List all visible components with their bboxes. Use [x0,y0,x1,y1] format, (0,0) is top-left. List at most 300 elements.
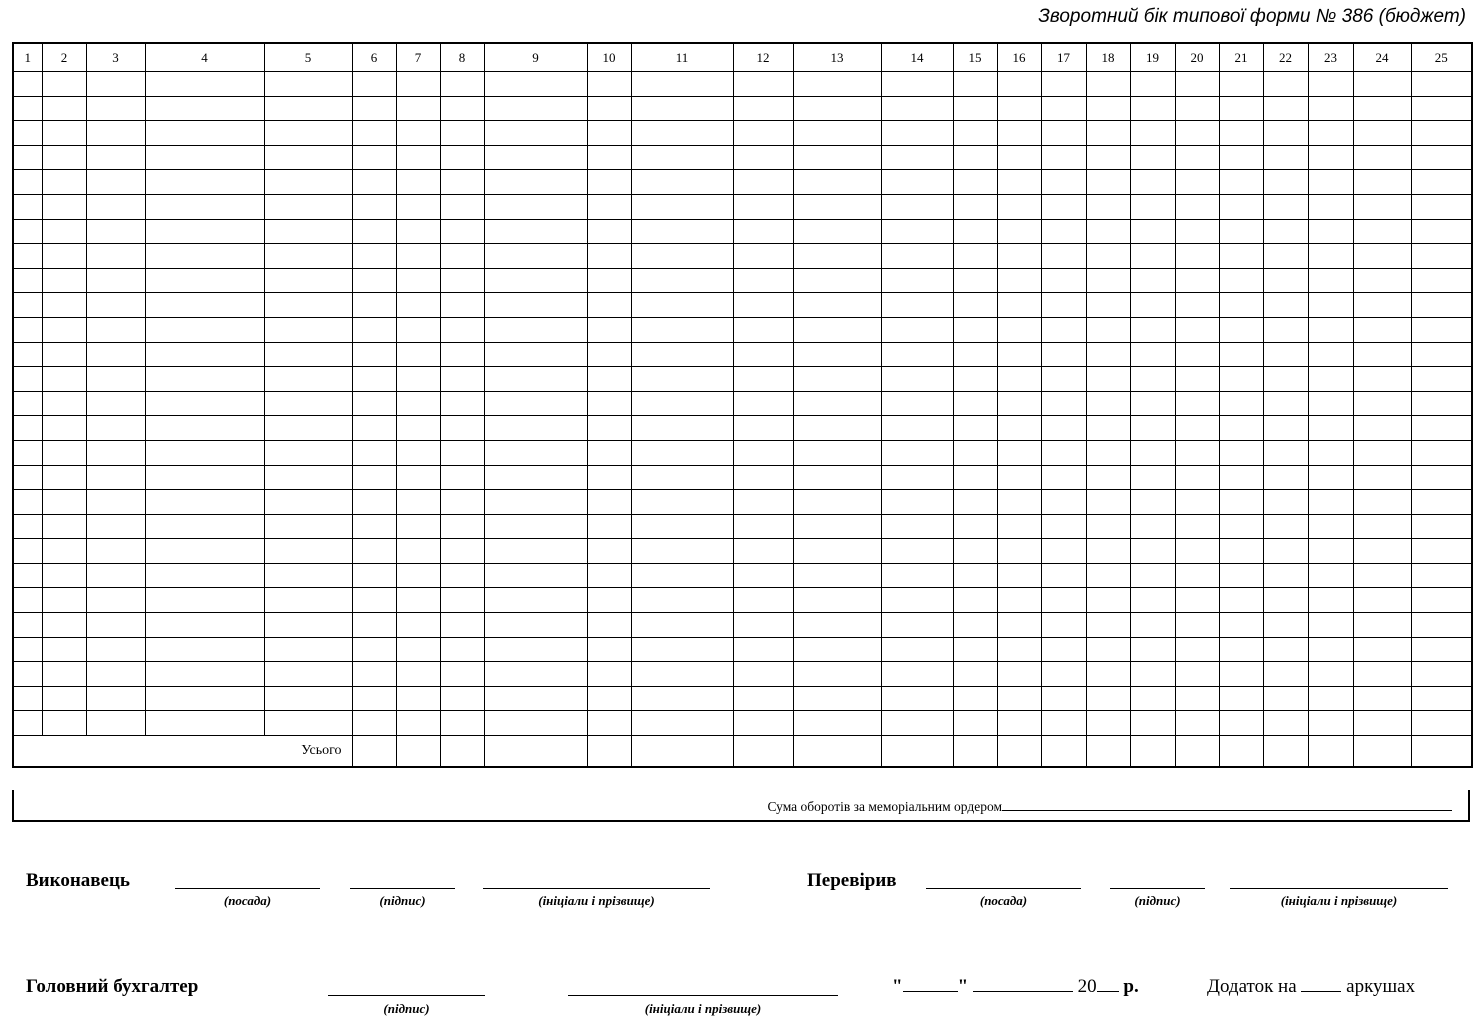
table-cell[interactable] [1130,293,1175,318]
table-cell[interactable] [1175,686,1219,711]
table-cell[interactable] [1308,539,1353,564]
table-cell[interactable] [1219,96,1263,121]
table-cell[interactable] [793,490,881,515]
table-cell[interactable] [440,145,484,170]
table-cell[interactable] [1041,440,1086,465]
table-cell[interactable] [1353,440,1411,465]
table-cell[interactable] [1219,391,1263,416]
table-cell[interactable] [86,194,145,219]
table-cell[interactable] [1086,219,1130,244]
table-cell[interactable] [1175,72,1219,97]
table-cell[interactable] [733,367,793,392]
total-cell[interactable] [1086,736,1130,768]
table-cell[interactable] [1130,145,1175,170]
table-cell[interactable] [264,588,352,613]
table-cell[interactable] [264,317,352,342]
table-cell[interactable] [1130,563,1175,588]
table-cell[interactable] [264,219,352,244]
table-cell[interactable] [953,145,997,170]
table-cell[interactable] [997,219,1041,244]
table-cell[interactable] [1411,367,1472,392]
table-cell[interactable] [733,96,793,121]
table-cell[interactable] [997,145,1041,170]
table-cell[interactable] [997,563,1041,588]
table-cell[interactable] [484,662,587,687]
table-cell[interactable] [1411,686,1472,711]
table-cell[interactable] [1263,662,1308,687]
table-cell[interactable] [1308,170,1353,195]
table-cell[interactable] [145,440,264,465]
table-cell[interactable] [733,268,793,293]
table-cell[interactable] [440,194,484,219]
table-cell[interactable] [953,194,997,219]
table-cell[interactable] [1130,490,1175,515]
table-cell[interactable] [1175,465,1219,490]
table-cell[interactable] [86,416,145,441]
table-cell[interactable] [264,342,352,367]
table-cell[interactable] [1353,72,1411,97]
table-cell[interactable] [587,367,631,392]
table-cell[interactable] [1041,711,1086,736]
table-cell[interactable] [1219,637,1263,662]
table-cell[interactable] [396,244,440,269]
table-cell[interactable] [13,342,42,367]
table-cell[interactable] [1308,194,1353,219]
table-cell[interactable] [1308,563,1353,588]
table-cell[interactable] [587,96,631,121]
table-cell[interactable] [1175,96,1219,121]
table-cell[interactable] [997,514,1041,539]
table-cell[interactable] [145,613,264,638]
table-cell[interactable] [997,194,1041,219]
table-cell[interactable] [1175,662,1219,687]
table-cell[interactable] [86,244,145,269]
table-cell[interactable] [631,194,733,219]
table-cell[interactable] [352,563,396,588]
table-cell[interactable] [1411,194,1472,219]
executor-name-field[interactable] [483,888,710,889]
table-cell[interactable] [352,244,396,269]
table-cell[interactable] [1175,170,1219,195]
table-cell[interactable] [1175,588,1219,613]
table-cell[interactable] [733,170,793,195]
table-cell[interactable] [13,219,42,244]
date-day-field[interactable] [903,977,958,992]
table-cell[interactable] [1086,268,1130,293]
total-cell[interactable] [1219,736,1263,768]
table-cell[interactable] [881,662,953,687]
table-cell[interactable] [793,539,881,564]
table-cell[interactable] [86,317,145,342]
table-cell[interactable] [1175,194,1219,219]
table-cell[interactable] [396,342,440,367]
table-cell[interactable] [631,391,733,416]
table-cell[interactable] [145,317,264,342]
table-cell[interactable] [86,686,145,711]
table-cell[interactable] [1219,711,1263,736]
table-cell[interactable] [1130,342,1175,367]
table-cell[interactable] [953,465,997,490]
table-cell[interactable] [1263,219,1308,244]
table-cell[interactable] [440,711,484,736]
table-cell[interactable] [1041,342,1086,367]
table-cell[interactable] [1086,416,1130,441]
table-cell[interactable] [264,145,352,170]
table-cell[interactable] [13,465,42,490]
table-cell[interactable] [264,440,352,465]
table-cell[interactable] [953,96,997,121]
table-cell[interactable] [953,539,997,564]
table-cell[interactable] [793,194,881,219]
table-cell[interactable] [881,588,953,613]
table-cell[interactable] [587,539,631,564]
table-cell[interactable] [1086,440,1130,465]
table-cell[interactable] [1130,465,1175,490]
table-cell[interactable] [881,391,953,416]
table-cell[interactable] [145,244,264,269]
table-cell[interactable] [1308,440,1353,465]
executor-position-field[interactable] [175,888,320,889]
table-cell[interactable] [13,613,42,638]
table-cell[interactable] [13,440,42,465]
table-cell[interactable] [440,121,484,146]
table-cell[interactable] [631,416,733,441]
table-cell[interactable] [631,121,733,146]
table-cell[interactable] [1353,637,1411,662]
table-cell[interactable] [264,637,352,662]
table-cell[interactable] [1175,121,1219,146]
table-cell[interactable] [1411,662,1472,687]
table-cell[interactable] [1041,367,1086,392]
table-cell[interactable] [1130,96,1175,121]
table-cell[interactable] [1086,563,1130,588]
table-cell[interactable] [631,219,733,244]
table-cell[interactable] [42,96,86,121]
total-cell[interactable] [484,736,587,768]
table-cell[interactable] [953,367,997,392]
table-cell[interactable] [1353,416,1411,441]
table-cell[interactable] [42,342,86,367]
table-cell[interactable] [881,145,953,170]
total-cell[interactable] [997,736,1041,768]
table-cell[interactable] [86,342,145,367]
table-cell[interactable] [484,588,587,613]
table-cell[interactable] [440,490,484,515]
table-cell[interactable] [631,244,733,269]
table-cell[interactable] [881,268,953,293]
table-cell[interactable] [1411,490,1472,515]
table-cell[interactable] [42,145,86,170]
table-cell[interactable] [631,293,733,318]
table-cell[interactable] [997,342,1041,367]
table-cell[interactable] [631,170,733,195]
table-cell[interactable] [587,711,631,736]
table-cell[interactable] [145,391,264,416]
table-cell[interactable] [881,317,953,342]
table-cell[interactable] [1219,563,1263,588]
table-cell[interactable] [1353,391,1411,416]
table-cell[interactable] [587,121,631,146]
table-cell[interactable] [953,416,997,441]
table-cell[interactable] [997,72,1041,97]
table-cell[interactable] [997,711,1041,736]
table-cell[interactable] [1411,514,1472,539]
table-cell[interactable] [1263,96,1308,121]
table-cell[interactable] [42,563,86,588]
table-cell[interactable] [1308,465,1353,490]
table-cell[interactable] [1263,539,1308,564]
total-cell[interactable] [733,736,793,768]
table-cell[interactable] [733,317,793,342]
table-cell[interactable] [1130,72,1175,97]
table-cell[interactable] [13,268,42,293]
table-cell[interactable] [587,244,631,269]
table-cell[interactable] [881,440,953,465]
table-cell[interactable] [793,170,881,195]
table-cell[interactable] [440,440,484,465]
table-cell[interactable] [1353,219,1411,244]
table-cell[interactable] [264,662,352,687]
table-cell[interactable] [440,268,484,293]
table-cell[interactable] [440,563,484,588]
table-cell[interactable] [733,711,793,736]
table-cell[interactable] [1263,465,1308,490]
table-cell[interactable] [396,465,440,490]
table-cell[interactable] [1086,72,1130,97]
table-cell[interactable] [587,416,631,441]
table-cell[interactable] [793,219,881,244]
table-cell[interactable] [484,539,587,564]
table-cell[interactable] [953,563,997,588]
table-cell[interactable] [1263,293,1308,318]
table-cell[interactable] [86,662,145,687]
table-cell[interactable] [484,96,587,121]
table-cell[interactable] [145,514,264,539]
table-cell[interactable] [145,637,264,662]
table-cell[interactable] [484,72,587,97]
table-cell[interactable] [1175,563,1219,588]
table-cell[interactable] [953,637,997,662]
table-cell[interactable] [86,613,145,638]
table-cell[interactable] [264,465,352,490]
table-cell[interactable] [793,613,881,638]
table-cell[interactable] [440,391,484,416]
table-cell[interactable] [1263,711,1308,736]
table-cell[interactable] [631,367,733,392]
table-cell[interactable] [1130,244,1175,269]
table-cell[interactable] [440,416,484,441]
table-cell[interactable] [953,711,997,736]
table-cell[interactable] [1086,465,1130,490]
table-cell[interactable] [733,121,793,146]
table-cell[interactable] [631,145,733,170]
table-cell[interactable] [881,170,953,195]
table-cell[interactable] [352,440,396,465]
table-cell[interactable] [881,637,953,662]
table-cell[interactable] [1308,514,1353,539]
table-cell[interactable] [13,244,42,269]
table-cell[interactable] [145,490,264,515]
table-cell[interactable] [352,588,396,613]
table-cell[interactable] [1219,465,1263,490]
table-cell[interactable] [793,563,881,588]
table-cell[interactable] [484,194,587,219]
table-cell[interactable] [42,465,86,490]
table-cell[interactable] [587,268,631,293]
table-cell[interactable] [733,145,793,170]
table-cell[interactable] [396,711,440,736]
table-cell[interactable] [1041,613,1086,638]
table-cell[interactable] [1411,293,1472,318]
table-cell[interactable] [1086,145,1130,170]
table-cell[interactable] [733,686,793,711]
table-cell[interactable] [587,440,631,465]
table-cell[interactable] [396,563,440,588]
table-cell[interactable] [953,121,997,146]
table-cell[interactable] [1263,170,1308,195]
table-cell[interactable] [1130,317,1175,342]
table-cell[interactable] [484,244,587,269]
table-cell[interactable] [145,268,264,293]
table-cell[interactable] [1175,268,1219,293]
table-cell[interactable] [86,121,145,146]
table-cell[interactable] [733,539,793,564]
total-cell[interactable] [1263,736,1308,768]
table-cell[interactable] [1219,72,1263,97]
table-cell[interactable] [264,686,352,711]
table-cell[interactable] [997,170,1041,195]
table-cell[interactable] [881,194,953,219]
table-cell[interactable] [352,268,396,293]
table-cell[interactable] [881,539,953,564]
table-cell[interactable] [145,219,264,244]
table-cell[interactable] [1130,268,1175,293]
table-cell[interactable] [881,711,953,736]
table-cell[interactable] [396,121,440,146]
table-cell[interactable] [1219,268,1263,293]
table-cell[interactable] [733,563,793,588]
table-cell[interactable] [953,268,997,293]
table-cell[interactable] [484,268,587,293]
table-cell[interactable] [587,391,631,416]
table-cell[interactable] [1219,367,1263,392]
table-cell[interactable] [352,465,396,490]
table-cell[interactable] [264,244,352,269]
table-cell[interactable] [1041,416,1086,441]
table-cell[interactable] [13,539,42,564]
table-cell[interactable] [1086,637,1130,662]
table-cell[interactable] [733,72,793,97]
table-cell[interactable] [1041,194,1086,219]
table-cell[interactable] [881,563,953,588]
table-cell[interactable] [733,342,793,367]
table-cell[interactable] [264,416,352,441]
table-cell[interactable] [1130,613,1175,638]
table-cell[interactable] [1353,563,1411,588]
chief-signature-field[interactable] [328,995,485,996]
table-cell[interactable] [1130,662,1175,687]
table-cell[interactable] [1130,170,1175,195]
table-cell[interactable] [1411,539,1472,564]
table-cell[interactable] [396,219,440,244]
table-cell[interactable] [1411,711,1472,736]
table-cell[interactable] [1263,686,1308,711]
table-cell[interactable] [997,391,1041,416]
table-cell[interactable] [1263,145,1308,170]
table-cell[interactable] [1086,96,1130,121]
table-cell[interactable] [881,121,953,146]
table-cell[interactable] [1308,490,1353,515]
table-cell[interactable] [1041,268,1086,293]
table-cell[interactable] [881,293,953,318]
table-cell[interactable] [1175,514,1219,539]
table-cell[interactable] [1041,686,1086,711]
table-cell[interactable] [264,514,352,539]
table-cell[interactable] [1411,588,1472,613]
table-cell[interactable] [733,662,793,687]
table-cell[interactable] [881,613,953,638]
table-cell[interactable] [13,637,42,662]
table-cell[interactable] [13,662,42,687]
table-cell[interactable] [1353,514,1411,539]
table-cell[interactable] [1086,317,1130,342]
table-cell[interactable] [396,317,440,342]
table-cell[interactable] [793,367,881,392]
table-cell[interactable] [1353,588,1411,613]
table-cell[interactable] [587,72,631,97]
table-cell[interactable] [587,465,631,490]
table-cell[interactable] [396,539,440,564]
table-cell[interactable] [86,293,145,318]
table-cell[interactable] [42,416,86,441]
table-cell[interactable] [42,170,86,195]
table-cell[interactable] [793,391,881,416]
table-cell[interactable] [1353,613,1411,638]
table-cell[interactable] [42,121,86,146]
table-cell[interactable] [484,465,587,490]
table-cell[interactable] [145,539,264,564]
table-cell[interactable] [793,637,881,662]
table-cell[interactable] [1353,367,1411,392]
table-cell[interactable] [440,317,484,342]
table-cell[interactable] [440,72,484,97]
table-cell[interactable] [1130,121,1175,146]
table-cell[interactable] [1219,244,1263,269]
table-cell[interactable] [881,686,953,711]
table-cell[interactable] [42,539,86,564]
table-cell[interactable] [793,145,881,170]
table-cell[interactable] [1041,244,1086,269]
table-cell[interactable] [145,563,264,588]
table-cell[interactable] [1353,268,1411,293]
table-cell[interactable] [42,686,86,711]
table-cell[interactable] [1411,244,1472,269]
table-cell[interactable] [631,465,733,490]
table-cell[interactable] [1219,440,1263,465]
table-cell[interactable] [997,539,1041,564]
table-cell[interactable] [1263,317,1308,342]
table-cell[interactable] [352,514,396,539]
table-cell[interactable] [953,219,997,244]
table-cell[interactable] [1353,244,1411,269]
table-cell[interactable] [396,194,440,219]
table-cell[interactable] [1041,391,1086,416]
table-cell[interactable] [86,637,145,662]
table-cell[interactable] [396,686,440,711]
table-cell[interactable] [42,613,86,638]
table-cell[interactable] [793,317,881,342]
table-cell[interactable] [42,317,86,342]
